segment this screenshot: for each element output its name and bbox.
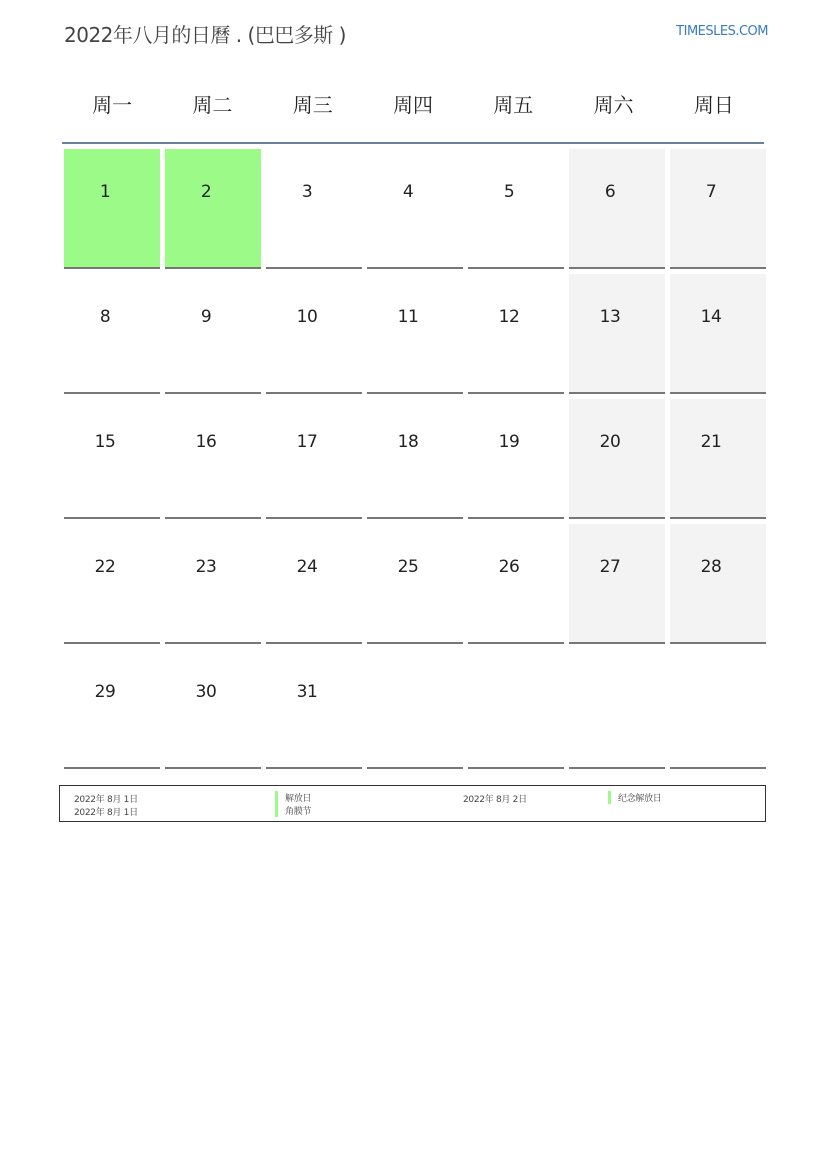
day-cell[interactable]: [64, 649, 160, 769]
weekday-fri: 周五: [493, 93, 534, 117]
day-cell[interactable]: [165, 399, 261, 519]
day-cell[interactable]: [64, 149, 160, 269]
day-cell[interactable]: [367, 149, 463, 269]
day-number: 26: [498, 557, 520, 577]
day-cell[interactable]: [670, 149, 766, 269]
calendar-grid: [64, 149, 764, 769]
day-cell[interactable]: [165, 274, 261, 394]
day-cell[interactable]: [367, 524, 463, 644]
day-cell[interactable]: [266, 149, 362, 269]
day-number: 4: [402, 182, 414, 202]
day-cell[interactable]: [266, 524, 362, 644]
day-number: 8: [99, 307, 111, 327]
day-cell[interactable]: [367, 399, 463, 519]
weekday-sun: 周日: [693, 93, 734, 117]
day-cell[interactable]: [64, 274, 160, 394]
day-number: 2: [200, 182, 212, 202]
day-number: 16: [195, 432, 217, 452]
day-number: 29: [94, 682, 116, 702]
day-number: 12: [498, 307, 520, 327]
day-number: 24: [296, 557, 318, 577]
holiday-name: 纪念解放日: [608, 791, 662, 804]
holiday-legend: [59, 785, 766, 822]
day-cell[interactable]: [670, 399, 766, 519]
day-number: 28: [700, 557, 722, 577]
day-number: 6: [604, 182, 616, 202]
day-cell[interactable]: [266, 649, 362, 769]
day-number: 9: [200, 307, 212, 327]
day-number: 23: [195, 557, 217, 577]
day-cell[interactable]: [64, 524, 160, 644]
weekday-sat: 周六: [593, 93, 634, 117]
day-number: 20: [599, 432, 621, 452]
day-number: 19: [498, 432, 520, 452]
day-number: 21: [700, 432, 722, 452]
day-number: 5: [503, 182, 515, 202]
day-number: 14: [700, 307, 722, 327]
day-number: 27: [599, 557, 621, 577]
holiday-date: 2022年 8月 1日: [74, 795, 138, 805]
holiday-name: 解放日: [275, 791, 311, 804]
day-number: 22: [94, 557, 116, 577]
day-cell[interactable]: [569, 399, 665, 519]
day-cell[interactable]: [64, 399, 160, 519]
day-cell-empty: [367, 649, 463, 769]
day-number: 13: [599, 307, 621, 327]
day-cell[interactable]: [468, 399, 564, 519]
day-number: 3: [301, 182, 313, 202]
weekday-wed: 周三: [292, 93, 333, 117]
day-cell[interactable]: [266, 399, 362, 519]
holiday-name: 角膜节: [275, 804, 311, 817]
holiday-date: 2022年 8月 2日: [463, 795, 527, 805]
day-number: 7: [705, 182, 717, 202]
holiday-date: 2022年 8月 1日: [74, 808, 138, 818]
weekday-header: [62, 88, 764, 144]
site-link[interactable]: TIMESLES.COM: [676, 24, 768, 39]
day-cell[interactable]: [165, 524, 261, 644]
day-number: 17: [296, 432, 318, 452]
weekday-mon: 周一: [92, 93, 133, 117]
day-number: 25: [397, 557, 419, 577]
day-cell-empty: [670, 649, 766, 769]
day-number: 1: [99, 182, 111, 202]
day-cell[interactable]: [468, 149, 564, 269]
day-cell[interactable]: [670, 524, 766, 644]
day-cell[interactable]: [468, 524, 564, 644]
day-number: 31: [296, 682, 318, 702]
day-cell[interactable]: [165, 649, 261, 769]
day-cell[interactable]: [468, 274, 564, 394]
day-cell-empty: [468, 649, 564, 769]
day-number: 15: [94, 432, 116, 452]
day-cell[interactable]: [266, 274, 362, 394]
day-cell[interactable]: [569, 524, 665, 644]
day-cell[interactable]: [670, 274, 766, 394]
page-title: 2022年八月的日曆 . (巴巴多斯 ): [64, 23, 346, 47]
weekday-tue: 周二: [192, 93, 233, 117]
day-cell[interactable]: [367, 274, 463, 394]
day-number: 18: [397, 432, 419, 452]
day-number: 11: [397, 307, 419, 327]
day-cell[interactable]: [165, 149, 261, 269]
day-number: 30: [195, 682, 217, 702]
day-cell-empty: [569, 649, 665, 769]
day-cell[interactable]: [569, 274, 665, 394]
weekday-thu: 周四: [392, 93, 433, 117]
day-number: 10: [296, 307, 318, 327]
day-cell[interactable]: [569, 149, 665, 269]
